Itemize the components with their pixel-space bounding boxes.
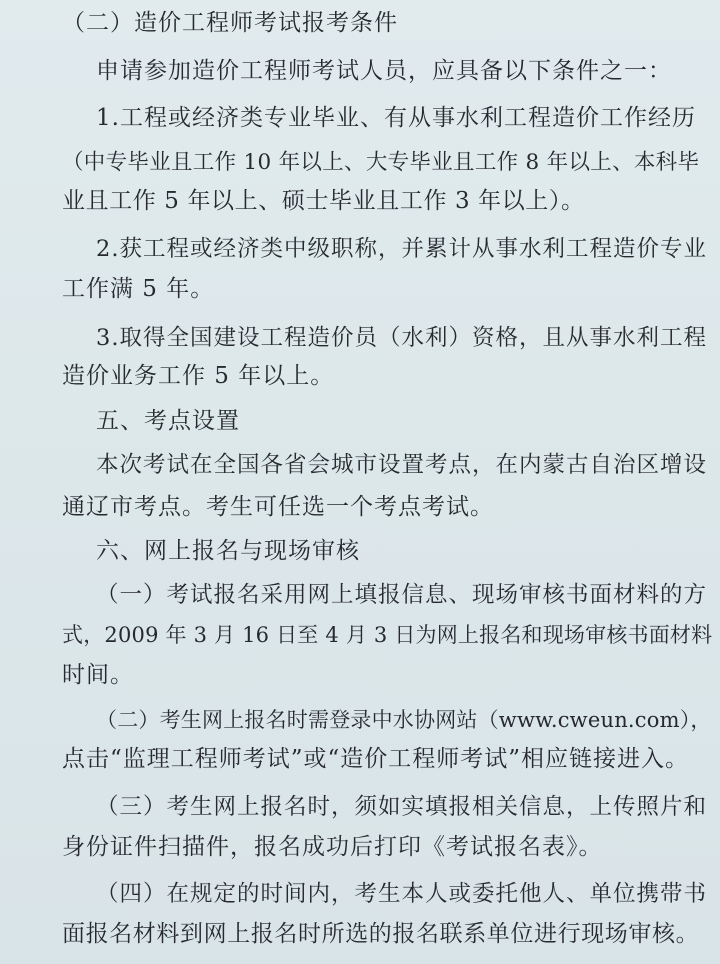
paragraph-line: 3.取得全国建设工程造价员（水利）资格，且从事水利工程 [96,325,707,351]
paragraph-line: 点击“监理工程师考试”或“造价工程师考试”相应链接进入。 [62,746,690,772]
paragraph-line: （一）考试报名采用网上填报信息、现场审核书面材料的方 [96,582,708,608]
paragraph-line: 本次考试在全国各省会城市设置考点，在内蒙古自治区增设 [96,452,708,478]
paragraph-line: 时间。 [62,662,134,688]
paragraph-line: 申请参加造价工程师考试人员，应具备以下条件之一： [96,58,672,84]
paragraph-line: （四）在规定的时间内，考生本人或委托他人、单位携带书 [96,881,708,907]
section-heading-qualification: （二）造价工程师考试报考条件 [62,10,398,36]
section-heading-test-sites: 五、考点设置 [96,408,240,434]
paragraph-line: 通辽市考点。考生可任选一个考点考试。 [62,494,494,520]
paragraph-line: （三）考生网上报名时，须如实填报相关信息，上传照片和 [96,794,708,820]
paragraph-line: 面报名材料到网上报名时所选的报名联系单位进行现场审核。 [62,921,700,947]
paragraph-line: （中专毕业且工作 10 年以上、大专毕业且工作 8 年以上、本科毕 [62,150,700,175]
paragraph-line: 造价业务工作 5 年以上。 [62,363,335,389]
paragraph-line: 式，2009 年 3 月 16 日至 4 月 3 日为网上报名和现场审核书面材料 [62,623,713,647]
paragraph-line: 工作满 5 年。 [62,276,215,302]
paragraph-line: 1.工程或经济类专业毕业、有从事水利工程造价工作经历 [96,105,696,131]
paragraph-line: 2.获工程或经济类中级职称，并累计从事水利工程造价专业 [96,236,707,262]
paragraph-line: （二）考生网上报名时需登录中水协网站（www.cweun.com）， [96,708,712,732]
paragraph-line: 身份证件扫描件，报名成功后打印《考试报名表》。 [62,834,603,860]
section-heading-registration: 六、网上报名与现场审核 [96,538,360,564]
paragraph-line: 业且工作 5 年以上、硕士毕业且工作 3 年以上）。 [62,188,585,214]
